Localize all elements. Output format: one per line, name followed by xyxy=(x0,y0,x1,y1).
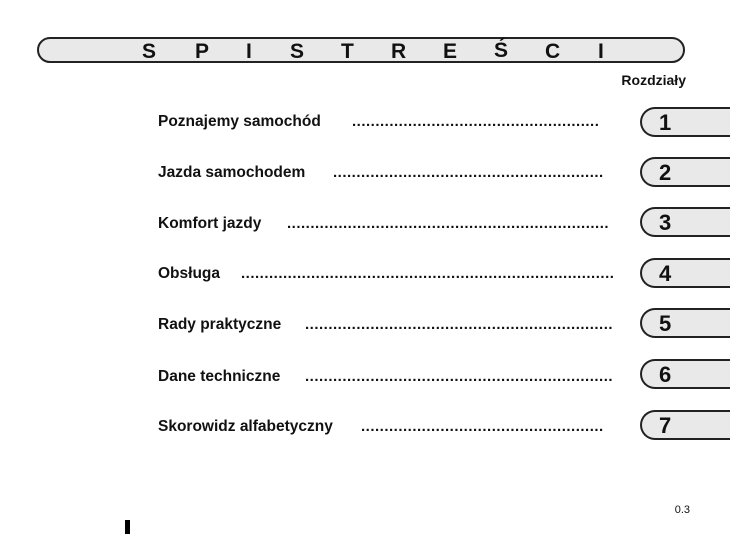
toc-entry[interactable] xyxy=(158,113,600,133)
toc-entry[interactable] xyxy=(158,164,604,184)
toc-entry[interactable] xyxy=(158,418,604,438)
toc-entry-label: Komfort jazdy xyxy=(158,215,267,233)
leader-dots: .......................................................... xyxy=(333,164,604,181)
leader-dots: .................................................................. xyxy=(305,368,614,385)
title-letter: E xyxy=(443,40,458,63)
leader-dots: .................................................... xyxy=(361,418,604,435)
chapter-number: 3 xyxy=(659,210,672,235)
toc-entry-label: Obsługa xyxy=(158,265,226,283)
title-letter: S xyxy=(142,40,157,63)
chapter-number: 7 xyxy=(659,413,672,438)
toc-entry-label: Dane techniczne xyxy=(158,368,286,386)
chapter-tab[interactable] xyxy=(640,410,730,440)
chapter-tab[interactable] xyxy=(640,207,730,237)
toc-entry[interactable] xyxy=(158,215,610,235)
title-letter: C xyxy=(545,40,561,63)
title-letter: T xyxy=(341,40,354,63)
leader-dots: ..................................................... xyxy=(352,113,600,130)
title-letter: I xyxy=(598,40,604,63)
chapter-number: 1 xyxy=(659,110,672,135)
toc-entry[interactable] xyxy=(158,368,614,388)
chapters-heading: Rozdziały xyxy=(621,72,686,88)
leader-dots: .................................................................. xyxy=(305,316,614,333)
chapter-tab[interactable] xyxy=(640,157,730,187)
title-letter: S xyxy=(290,40,305,63)
edge-mark xyxy=(125,520,130,534)
toc-entry-label: Rady praktyczne xyxy=(158,316,287,334)
chapter-number: 6 xyxy=(659,362,672,387)
title-letter: I xyxy=(246,40,252,63)
chapter-number: 5 xyxy=(659,311,672,336)
chapter-tab[interactable] xyxy=(640,107,730,137)
chapter-number: 2 xyxy=(659,160,672,185)
title-letter: R xyxy=(391,40,407,63)
toc-entry-label: Poznajemy samochód xyxy=(158,113,327,131)
chapter-tab[interactable] xyxy=(640,359,730,389)
chapter-number: 4 xyxy=(659,261,672,286)
page-number: 0.3 xyxy=(674,504,690,516)
leader-dots: ..................................................................... xyxy=(287,215,610,232)
toc-entry-label: Jazda samochodem xyxy=(158,164,311,182)
chapter-tab[interactable] xyxy=(640,258,730,288)
chapter-tab[interactable] xyxy=(640,308,730,338)
toc-entry-label: Skorowidz alfabetyczny xyxy=(158,418,339,436)
toc-entry[interactable] xyxy=(158,316,614,336)
toc-entry[interactable] xyxy=(158,265,615,285)
title-letter: Ś xyxy=(494,39,509,62)
title-letter: P xyxy=(195,40,210,63)
leader-dots: ................................................................................ xyxy=(241,265,615,282)
title-banner xyxy=(37,37,685,63)
